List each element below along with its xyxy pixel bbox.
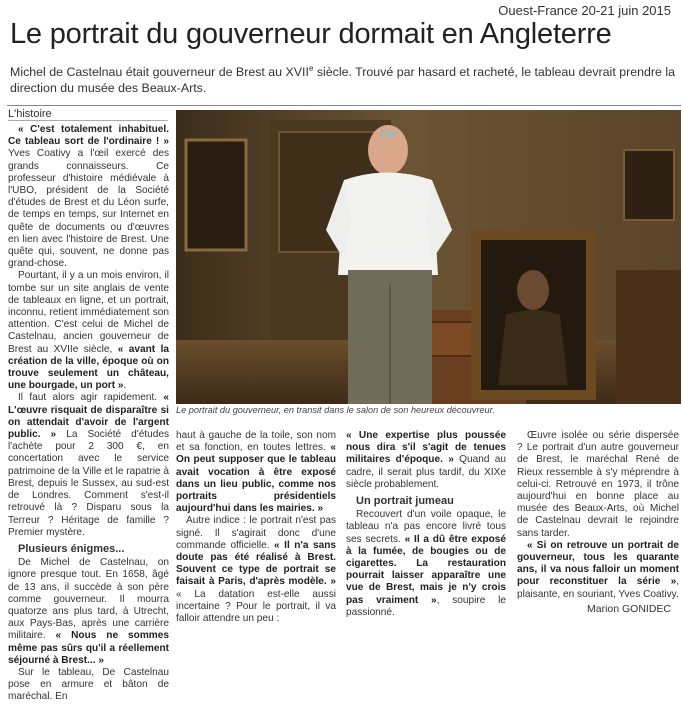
section-kicker: L'histoire <box>8 108 168 121</box>
body-text: De Michel de Castelnau, on ignore presque tout. En 1658, âgé de 13 ans, il succède à son père comme gouverneur. Il mourra quatorze ans plus tard, à Utrecht, aux Pays-Bas, après une carrière militaire. <box>8 557 169 642</box>
paragraph <box>517 540 679 601</box>
paragraph <box>176 515 336 625</box>
subheading: Plusieurs énigmes... <box>18 542 125 555</box>
newspaper-source: Ouest-France 20-21 juin 2015 <box>498 3 671 18</box>
paragraph <box>176 430 336 515</box>
article-column-3 <box>346 430 506 619</box>
paragraph <box>8 124 169 270</box>
header-rule <box>7 105 681 106</box>
body-text: Œuvre isolée ou série dispersée ? Le portrait d'un autre gouverneur de Brest, le maréchal René de Rieux ressemble à s'y méprendre à celui-ci. Retrouvé en 1973, il trône aujourd'hui en bonne place au musée des Beaux-Arts, où Michel de Castelnau devrait le rejoindre sans tarder. <box>517 430 679 539</box>
article-column-4 <box>517 430 679 601</box>
body-text: Pourtant, il y a un mois environ, il tombe sur un site anglais de vente de tableaux en ligne, et un portrait, inconnu, retient immédiatement son attention. C'est celui de Michel de Castelnau, ancien gouverneur de Brest au XVIIe siècle, <box>8 270 169 355</box>
body-text: haut à gauche de la toile, son nom et sa fonction, en toutes lettres. <box>176 430 336 454</box>
quote-text: « Nous ne sommes même pas sûrs qu'il a réellement séjourné à Brest... » <box>8 630 170 666</box>
body-text: Autre indice : le portrait n'est pas signé. Il s'agirait donc d'une commande officielle. <box>176 515 336 551</box>
headline: Le portrait du gouverneur dormait en Angleterre <box>10 18 612 50</box>
body-text: , plaisante, en souriant, Yves Coativy. <box>517 576 679 600</box>
body-text: Il faut alors agir rapidement. <box>18 392 164 404</box>
quote-text: « Il a dû être exposé à la fumée, de bougies ou de cigarettes. La restauration pourrait laisser apparaître une vue de Brest, mais je n'y crois pas vraiment » <box>346 533 507 606</box>
quote-text: « On peut supposer que le tableau avait vocation à être exposé dans un lieu public, comme nos portraits présidentiels aujourd'hui dans les mairies. » <box>176 442 336 515</box>
body-text: Sur le tableau, De Castelnau pose en armure et bâton de maréchal. En <box>8 666 169 703</box>
paragraph <box>517 430 679 540</box>
article-column-1 <box>8 124 169 704</box>
quote-text: « avant la création de la ville, époque où on trouve seulement un château, une bourgade, un port » <box>8 343 169 392</box>
photo-caption: Le portrait du gouverneur, en transit dans le salon de son heureux découvreur. <box>176 405 495 415</box>
paragraph <box>346 430 506 491</box>
paragraph <box>346 509 506 619</box>
lead-paragraph <box>10 61 678 96</box>
article-photo <box>176 110 681 404</box>
quote-text: « L'œuvre risquait de disparaître si on attendait d'avoir de l'argent public. » <box>8 392 169 441</box>
body-text: Recouvert d'un voile opaque, le tableau n'a pas encore livré tous ses secrets. <box>346 509 506 545</box>
lead-text-2: siècle. Trouvé par hasard et racheté, le tableau devrait prendre la direction du musée des Beaux-Arts. <box>10 65 675 96</box>
quote-text: « Il n'a sans doute pas été réalisé à Brest. Souvent ce type de portrait se faisait à Paris, d'après modèle. » <box>176 539 336 588</box>
paragraph <box>8 667 169 704</box>
body-text: La Société d'études l'achète pour 2 300 €, en concertation avec le service patrimoine de la Ville et le rapatrie à Brest, depuis le Sussex, au sud-est de Londres. Comment s'est-il retrouvé là ? Disparu sous la Terreur ? Héritage de famille ? Premier mystère. <box>8 429 169 538</box>
body-text: , soupire le passionné. <box>346 594 506 618</box>
paragraph <box>8 270 169 392</box>
article-column-2 <box>176 430 336 625</box>
quote-text: « C'est totalement inhabituel. Ce tableau sort de l'ordinaire ! » <box>8 124 169 148</box>
subheading: Un portrait jumeau <box>356 495 454 508</box>
body-text: Yves Coativy a l'œil exercé des grands connaisseurs. Ce professeur d'histoire médiévale à l'UBO, président de la Société d'études de Brest et du Léon surfe, de temps en temps, sur Internet en quête de documents ou d'œuvres en lien avec l'histoire de Brest. Une quête qui, souvent, ne donne pas grand-chose. <box>8 148 169 270</box>
author-byline: Marion GONIDEC <box>586 603 671 615</box>
quote-text: « Une expertise plus poussée nous dira s'il s'agit de tenues militaires d'époque. » <box>346 430 506 466</box>
lead-superscript: e <box>308 64 314 73</box>
paragraph <box>8 557 169 667</box>
photo-illustration <box>176 110 681 404</box>
body-text: « La datation est-elle aussi incertaine ? Pour le portrait, il va falloir attendre un peu : <box>176 588 336 625</box>
lead-text-1: Michel de Castelnau était gouverneur de Brest au XVII <box>10 65 309 80</box>
body-text: . <box>123 380 127 392</box>
body-text: Quand au cadre, il serait plus tardif, du XIXe siècle probablement. <box>346 454 506 490</box>
paragraph <box>8 392 169 538</box>
quote-text: « Si on retrouve un portrait de gouverneur, tous les quarante ans, il va nous falloir un moment pour reconstituer la série » <box>517 539 679 588</box>
